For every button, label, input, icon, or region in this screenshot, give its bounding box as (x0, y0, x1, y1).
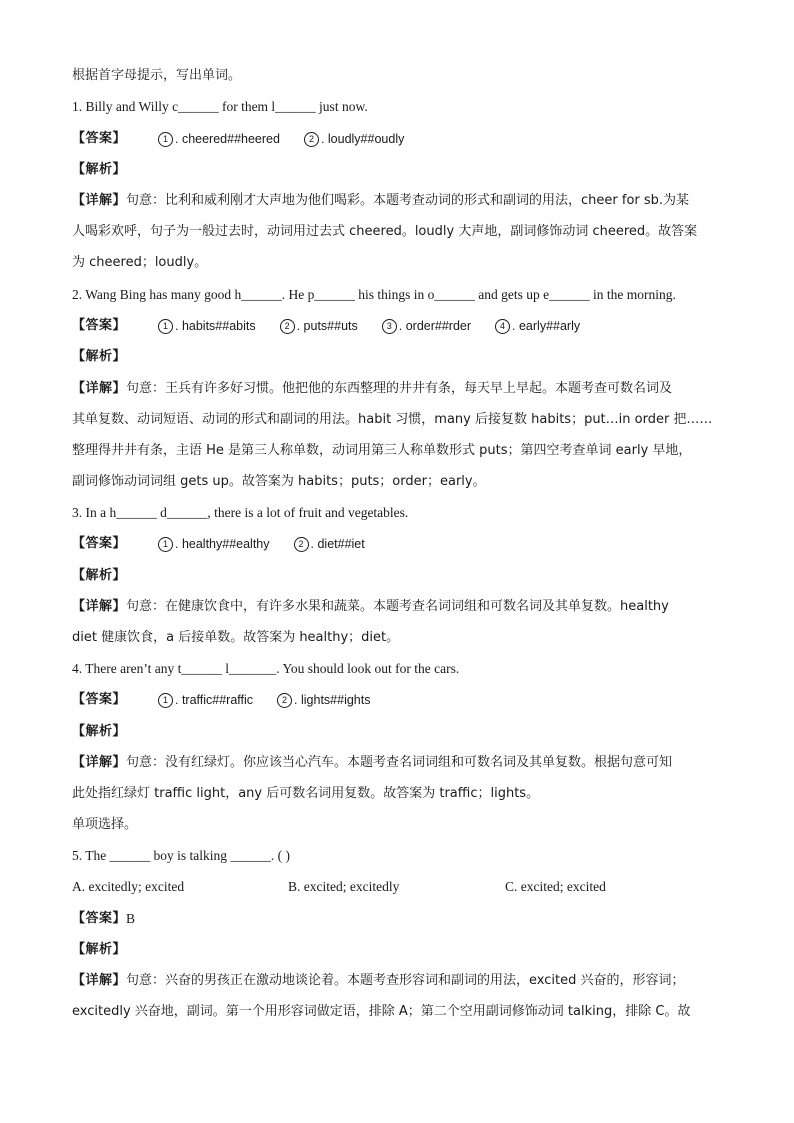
analysis-label: 【解析】 (72, 162, 127, 177)
answer-label: 【答案】 (72, 536, 127, 551)
question-2-detail-line: 其单复数、动词短语、动词的形式和副词的用法。habit 习惯，many 后接复数 habits；put…in order 把…… (72, 412, 713, 427)
question-3-stem: 3. In a h______ d______, there is a lot of fruit and vegetables. (72, 505, 409, 520)
circled-number-icon: 2 (304, 132, 319, 147)
detail-text: 句意：王兵有许多好习惯。他把他的东西整理的井井有条，每天早上早起。本题考查可数名词及 (126, 381, 673, 396)
detail-text: 句意：在健康饮食中，有许多水果和蔬菜。本题考查名词词组和可数名词及其单复数。healthy (126, 599, 669, 614)
question-3-answer-row (72, 534, 722, 554)
answer-text: . healthy##ealthy (175, 537, 270, 551)
question-4-stem: 4. There aren’t any t______ l_______. You should look out for the cars. (72, 661, 460, 676)
question-5-answer-row (72, 909, 722, 929)
circled-number-icon: 2 (280, 319, 295, 334)
question-5-detail-line (72, 971, 722, 991)
question-2-stem: 2. Wang Bing has many good h______. He p______ his things in o______ and gets up e______ in the morning. (72, 287, 676, 302)
answer-label: 【答案】 (72, 131, 127, 146)
question-1-detail-line: 为 cheered；loudly。 (72, 255, 208, 270)
question-1-detail-line (72, 191, 722, 211)
detail-text: 句意：兴奋的男孩正在激动地谈论着。本题考查形容词和副词的用法，excited 兴奋的，形容词； (126, 973, 685, 988)
answer-text: . puts##uts (296, 319, 358, 333)
detail-text: 句意：没有红绿灯。你应该当心汽车。本题考查名词词组和可数名词及其单复数。根据句意可知 (126, 755, 673, 770)
detail-label: 【详解】 (72, 755, 127, 770)
question-4-detail-line (72, 753, 722, 773)
answer-text: . cheered##heered (175, 132, 280, 146)
answer-item (280, 316, 358, 336)
answer-item (158, 534, 270, 554)
detail-text: 句意：比利和威利刚才大声地为他们喝彩。本题考查动词的形式和副词的用法，cheer for sb.为某 (126, 193, 690, 208)
circled-number-icon: 1 (158, 132, 173, 147)
question-2-detail-line (72, 379, 722, 399)
detail-label: 【详解】 (72, 381, 127, 396)
question-2-detail-line: 副词修饰动词词组 gets up。故答案为 habits；puts；order；early。 (72, 474, 486, 489)
answer-item (294, 534, 365, 554)
answer-text: . habits##abits (175, 319, 256, 333)
answer-item (382, 316, 471, 336)
answer-item (277, 690, 370, 710)
section-title-choice: 单项选择。 (72, 817, 138, 832)
answer-item (304, 129, 404, 149)
answer-text: . early##arly (512, 319, 581, 333)
answer-item (158, 129, 280, 149)
answer-text: B (126, 911, 136, 926)
answer-item (158, 316, 256, 336)
circled-number-icon: 2 (277, 693, 292, 708)
circled-number-icon: 2 (294, 537, 309, 552)
answer-text: . order##rder (398, 319, 472, 333)
circled-number-icon: 4 (495, 319, 510, 334)
question-5-stem: 5. The ______ boy is talking ______. ( ) (72, 848, 290, 863)
question-1-detail-line: 人喝彩欢呼，句子为一般过去时，动词用过去式 cheered。loudly 大声地，副词修饰动词 cheered。故答案 (72, 224, 698, 239)
circled-number-icon: 1 (158, 537, 173, 552)
answer-text: . lights##ights (294, 693, 371, 707)
section-title-fill: 根据首字母提示，写出单词。 (72, 68, 242, 83)
option-a: A. excitedly; excited (72, 879, 185, 894)
circled-number-icon: 1 (158, 693, 173, 708)
analysis-label: 【解析】 (72, 568, 127, 583)
question-5-detail-line: excitedly 兴奋地，副词。第一个用形容词做定语，排除 A；第二个空用副词修饰动词 talking，排除 C。故 (72, 1004, 691, 1019)
answer-label: 【答案】 (72, 318, 127, 333)
analysis-label: 【解析】 (72, 724, 127, 739)
detail-label: 【详解】 (72, 193, 127, 208)
answer-text: . diet##iet (310, 537, 365, 551)
answer-text: . loudly##oudly (320, 132, 405, 146)
question-3-detail-line (72, 597, 722, 617)
answer-item (495, 316, 580, 336)
question-1-answer-row (72, 129, 722, 149)
option-c: C. excited; excited (505, 879, 606, 894)
circled-number-icon: 1 (158, 319, 173, 334)
question-2-answer-row (72, 316, 722, 336)
answer-item (158, 690, 253, 710)
question-3-detail-line: diet 健康饮食，a 后接单数。故答案为 healthy；diet。 (72, 630, 400, 645)
answer-label: 【答案】 (72, 911, 127, 926)
circled-number-icon: 3 (382, 319, 397, 334)
question-2-detail-line: 整理得井井有条，主语 He 是第三人称单数，动词用第三人称单数形式 puts；第四空考查单词 early 早地， (72, 443, 692, 458)
detail-label: 【详解】 (72, 599, 127, 614)
answer-label: 【答案】 (72, 692, 127, 707)
question-4-answer-row (72, 690, 722, 710)
answer-text: . traffic##raffic (175, 693, 254, 707)
question-1-stem: 1. Billy and Willy c______ for them l______ just now. (72, 99, 368, 114)
analysis-label: 【解析】 (72, 349, 127, 364)
option-b: B. excited; excitedly (288, 879, 400, 894)
question-4-detail-line: 此处指红绿灯 traffic light，any 后可数名词用复数。故答案为 traffic；lights。 (72, 786, 540, 801)
analysis-label: 【解析】 (72, 942, 127, 957)
detail-label: 【详解】 (72, 973, 127, 988)
